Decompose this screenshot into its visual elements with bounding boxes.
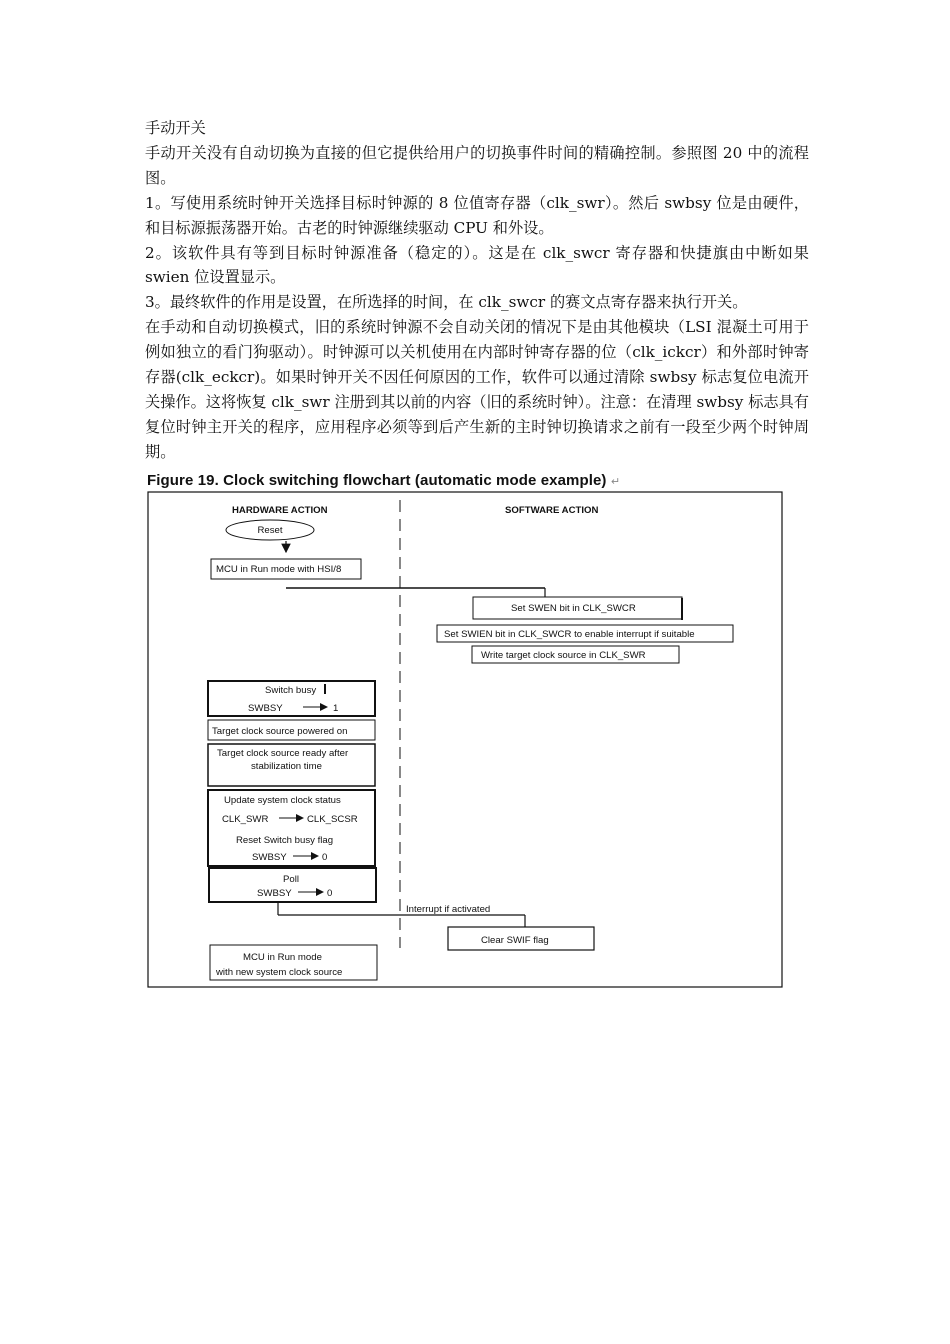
swbsy-label-3: SWBSY (257, 888, 292, 899)
set-swien-label: Set SWIEN bit in CLK_SWCR to enable interrupt if suitable (444, 629, 695, 640)
mcu-new-line1: MCU in Run mode (243, 952, 322, 963)
mcu-new-line2: with new system clock source (216, 967, 343, 978)
section-heading: 手动开关 (145, 119, 206, 137)
poll-label: Poll (283, 874, 299, 885)
write-target-label: Write target clock source in CLK_SWR (481, 650, 646, 661)
clk-scsr-label: CLK_SCSR (307, 814, 358, 825)
update-status-label: Update system clock status (224, 795, 341, 806)
swbsy-value-0: 0 (322, 852, 328, 863)
target-ready-line1: Target clock source ready after (217, 748, 349, 759)
figure-title-text: Figure 19. Clock switching flowchart (automatic mode example) (147, 472, 607, 489)
target-powered-label: Target clock source powered on (212, 726, 348, 737)
switch-busy-label: Switch busy (265, 685, 317, 696)
paragraph: 在手动和自动切换模式，旧的系统时钟源不会自动关闭的情况下是由其他模块（LSI 混凝土可用于例如独立的看门狗驱动）。时钟源可以关机使用在内部时钟寄存器的位（clk_ickcr）和外部时钟寄存器(clk_eckcr)。如果时钟开关不因任何原因的工作，软件可以通过清除 swbsy 标志复位电流开关操作。这将恢复 clk_swr 注册到其以前的内容（旧的系统时钟）。注意：在清理 swbsy 标志具有复位时钟主开关的程序，应用程序必须等到后产生新的主时钟切换请求之前有一段至少两个时钟周期。 (145, 318, 809, 461)
mcu-run-label: MCU in Run mode with HSI/8 (216, 564, 342, 575)
clk-swr-label: CLK_SWR (222, 814, 269, 825)
swbsy-label: SWBSY (248, 703, 283, 714)
return-mark: ↵ (610, 476, 621, 488)
paragraph: 手动开关没有自动切换为直接的但它提供给用户的切换事件时间的精确控制。参照图 20 中的流程图。 (145, 143, 809, 187)
swbsy-value-1: 1 (333, 703, 339, 714)
target-ready-line2: stabilization time (251, 761, 322, 772)
paragraph: 3。最终软件的作用是设置，在所选择的时间，在 clk_swcr 的赛文点寄存器来执行开关。 (145, 293, 748, 312)
hardware-header: HARDWARE ACTION (232, 505, 328, 516)
swbsy-value-0b: 0 (327, 888, 333, 899)
paragraph: 2。该软件具有等到目标时钟源准备（稳定的）。这是在 clk_swcr 寄存器和快捷旗由中断如果 swien 位设置显示。 (145, 243, 809, 287)
interrupt-label: Interrupt if activated (406, 904, 491, 915)
set-swen-label: Set SWEN bit in CLK_SWCR (511, 603, 636, 614)
software-header: SOFTWARE ACTION (505, 505, 599, 516)
clear-swif-label: Clear SWIF flag (481, 935, 549, 946)
reset-label: Reset (257, 525, 283, 536)
swbsy-label-2: SWBSY (252, 852, 287, 863)
reset-busy-label: Reset Switch busy flag (236, 835, 334, 846)
paragraph: 1。写使用系统时钟开关选择目标时钟源的 8 位值寄存器（clk_swr）。然后 swbsy 位是由硬件，和目标源振荡器开始。古老的时钟源继续驱动 CPU 和外设。 (145, 193, 809, 237)
